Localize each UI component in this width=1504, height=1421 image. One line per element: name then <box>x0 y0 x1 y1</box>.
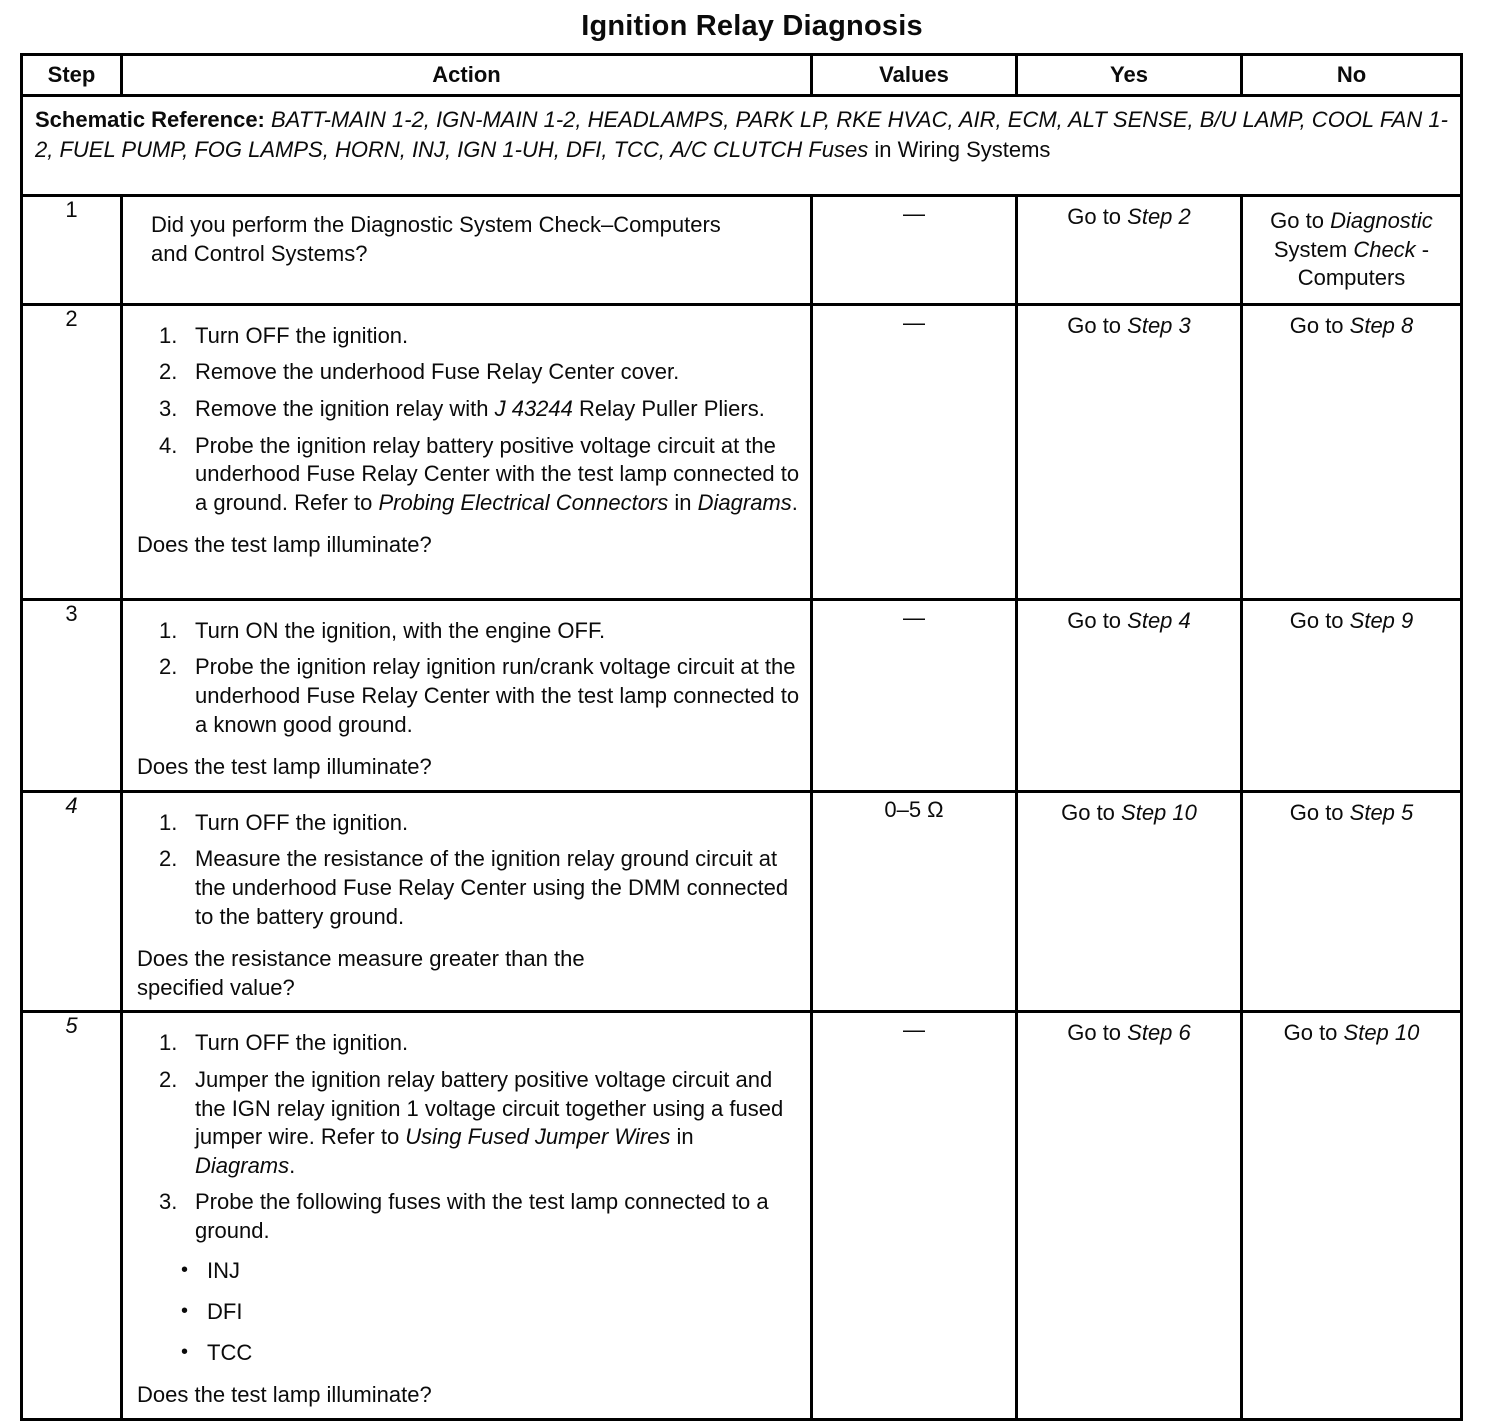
action-item <box>159 653 800 739</box>
item-number: 1. <box>159 322 178 348</box>
action-item <box>159 395 800 424</box>
yes-cell <box>1017 304 1242 599</box>
no-text: Go to Step 9 <box>1289 607 1414 633</box>
action-item-text: Probe the ignition relay battery positive voltage circuit at the underhood Fuse Relay Center with the test lamp connected to a ground. Refer to Probing Electrical Connectors in Diagrams. <box>195 432 800 515</box>
action-item-text: Turn OFF the ignition. <box>195 1030 409 1056</box>
yes-text: Go to Step 2 <box>1067 204 1191 229</box>
col-header-action: Action <box>122 55 812 96</box>
action-item-text: Jumper the ignition relay battery positive voltage circuit and the IGN relay ignition 1 voltage circuit together using a fused jumper wire. Refer to Using Fused Jumper Wires in Diagrams. <box>195 1066 784 1178</box>
no-cell <box>1242 196 1462 305</box>
yes-cell <box>1017 196 1242 305</box>
action-item <box>159 845 800 931</box>
table-row <box>22 1012 1462 1420</box>
col-header-no: No <box>1242 55 1462 96</box>
action-item <box>159 322 800 351</box>
yes-text: Go to Step 10 <box>1061 799 1197 825</box>
step-number: 3 <box>22 599 122 791</box>
schematic-reference-row <box>22 96 1462 196</box>
value-text: — <box>903 1017 925 1043</box>
no-cell <box>1242 1012 1462 1420</box>
item-number: 1. <box>159 617 178 643</box>
action-item-text: Turn OFF the ignition. <box>195 322 409 348</box>
item-number: 3. <box>159 395 178 421</box>
action-item <box>159 1066 800 1180</box>
table-row <box>22 304 1462 599</box>
no-text: Go to Step 5 <box>1289 799 1414 825</box>
action-item-text: Remove the underhood Fuse Relay Center cover. <box>195 359 680 385</box>
item-number: 1. <box>159 1030 178 1056</box>
values-cell <box>812 791 1017 1012</box>
bullet-label: DFI <box>207 1299 243 1325</box>
bullet-icon: • <box>181 1259 189 1282</box>
table-row <box>22 791 1462 1012</box>
bullet-item <box>181 1298 800 1327</box>
action-item-text: Turn ON the ignition, with the engine OFF. <box>195 617 606 643</box>
action-question: Does the test lamp illuminate? <box>137 754 432 780</box>
action-question: Does the resistance measure greater than the specified value? <box>137 946 585 1000</box>
col-header-yes: Yes <box>1017 55 1242 96</box>
values-cell <box>812 1012 1017 1420</box>
action-cell <box>122 791 812 1012</box>
action-question: Does the test lamp illuminate? <box>137 1382 432 1408</box>
col-header-values: Values <box>812 55 1017 96</box>
bullet-item <box>181 1257 800 1286</box>
value-text: — <box>903 309 925 335</box>
table-row <box>22 196 1462 305</box>
yes-text: Go to Step 6 <box>1067 1020 1191 1046</box>
action-text: Did you perform the Diagnostic System Check–Computers and Control Systems? <box>151 212 721 266</box>
step-number: 4 <box>22 791 122 1012</box>
item-number: 2. <box>159 1066 178 1092</box>
yes-text: Go to Step 4 <box>1067 607 1191 633</box>
action-item <box>159 358 800 387</box>
item-number: 2. <box>159 359 178 385</box>
header-row <box>22 55 1462 96</box>
action-cell <box>122 196 812 305</box>
action-item-text: Measure the resistance of the ignition relay ground circuit at the underhood Fuse Relay Center using the DMM connected to the battery ground. <box>195 846 789 929</box>
value-text: 0–5 Ω <box>884 796 944 822</box>
step-number: 2 <box>22 304 122 599</box>
bullet-item <box>181 1339 800 1368</box>
item-number: 2. <box>159 654 178 680</box>
values-cell <box>812 196 1017 305</box>
bullet-label: INJ <box>207 1258 240 1284</box>
action-cell <box>122 1012 812 1420</box>
no-cell <box>1242 304 1462 599</box>
schematic-reference-text: Schematic Reference: BATT-MAIN 1-2, IGN-MAIN 1-2, HEADLAMPS, PARK LP, RKE HVAC, AIR, ECM, ALT SENSE, B/U LAMP, COOL FAN 1-2, FUEL PUMP, FOG LAMPS, HORN, INJ, IGN 1-UH, DFI, TCC, A/C CLUTCH Fuses in Wiring Systems <box>22 96 1462 196</box>
no-text: Go to Diagnostic System Check - Computers <box>1270 208 1433 291</box>
values-cell <box>812 304 1017 599</box>
no-cell <box>1242 791 1462 1012</box>
action-item <box>159 809 800 838</box>
bullet-label: TCC <box>207 1339 253 1365</box>
table-row <box>22 599 1462 791</box>
action-item-text: Turn OFF the ignition. <box>195 809 409 835</box>
action-cell <box>122 304 812 599</box>
action-item <box>159 617 800 646</box>
page-title: Ignition Relay Diagnosis <box>581 10 923 42</box>
action-item <box>159 1029 800 1058</box>
item-number: 1. <box>159 809 178 835</box>
diagnosis-table <box>20 53 1463 1421</box>
yes-cell <box>1017 791 1242 1012</box>
yes-cell <box>1017 599 1242 791</box>
action-item <box>159 1188 800 1245</box>
step-number: 1 <box>22 196 122 305</box>
action-item-text: Probe the following fuses with the test lamp connected to a ground. <box>195 1189 769 1243</box>
yes-cell <box>1017 1012 1242 1420</box>
value-text: — <box>903 604 925 630</box>
item-number: 3. <box>159 1189 178 1215</box>
bullet-icon: • <box>181 1340 189 1363</box>
step-number: 5 <box>22 1012 122 1420</box>
item-number: 2. <box>159 846 178 872</box>
no-text: Go to Step 10 <box>1283 1020 1420 1046</box>
action-question: Does the test lamp illuminate? <box>137 532 432 558</box>
bullet-icon: • <box>181 1300 189 1323</box>
action-item-text: Remove the ignition relay with J 43244 Relay Puller Pliers. <box>195 395 765 421</box>
action-cell <box>122 599 812 791</box>
action-item-text: Probe the ignition relay ignition run/crank voltage circuit at the underhood Fuse Relay Center with the test lamp connected to a known good ground. <box>195 654 800 737</box>
no-cell <box>1242 599 1462 791</box>
no-text: Go to Step 8 <box>1289 312 1414 338</box>
yes-text: Go to Step 3 <box>1067 312 1191 338</box>
item-number: 4. <box>159 432 178 458</box>
values-cell <box>812 599 1017 791</box>
value-text: — <box>903 201 925 226</box>
col-header-step: Step <box>22 55 122 96</box>
action-item <box>159 432 800 518</box>
